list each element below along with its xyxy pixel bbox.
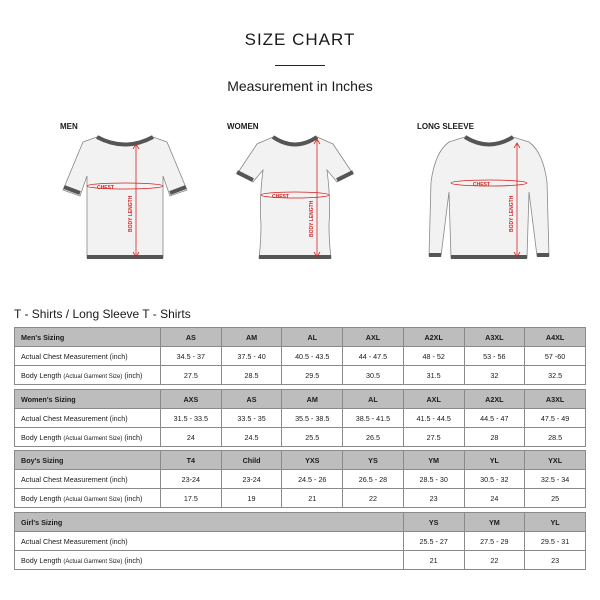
table-cell: 19 xyxy=(221,489,282,508)
table-row xyxy=(15,347,586,366)
row-label: Actual Chest Measurement (inch) xyxy=(15,347,161,366)
size-header: AM xyxy=(282,390,343,409)
table-cell: 47.5 - 49 xyxy=(525,409,586,428)
table-cell: 28.5 xyxy=(221,366,282,385)
table-title: Girl's Sizing xyxy=(15,513,404,532)
men-tshirt-illustration xyxy=(55,132,195,272)
table-row xyxy=(15,366,586,385)
size-header: AS xyxy=(221,390,282,409)
size-header: Child xyxy=(221,451,282,470)
long-sleeve-chest-label: CHEST xyxy=(473,182,490,188)
table-cell: 22 xyxy=(464,551,525,570)
row-label-text: Body Length xyxy=(21,493,62,503)
size-header: YM xyxy=(403,451,464,470)
table-row xyxy=(15,428,586,447)
row-label-note: (Actual Garment Size) xyxy=(63,558,123,565)
size-header: AL xyxy=(343,390,404,409)
table-cell: 27.5 xyxy=(161,366,222,385)
table-cell: 53 - 56 xyxy=(464,347,525,366)
table-cell: 23 xyxy=(525,551,586,570)
size-header: YS xyxy=(403,513,464,532)
table-header-row xyxy=(15,513,586,532)
table-cell: 26.5 - 28 xyxy=(343,470,404,489)
table-cell: 24 xyxy=(464,489,525,508)
table-cell: 21 xyxy=(403,551,464,570)
women-body-length-label: BODY LENGTH xyxy=(309,200,315,237)
table-row xyxy=(15,489,586,508)
table-cell: 32 xyxy=(464,366,525,385)
row-label-text: Body Length xyxy=(21,432,62,442)
table-header-row xyxy=(15,390,586,409)
table-cell: 38.5 - 41.5 xyxy=(343,409,404,428)
table-row xyxy=(15,532,586,551)
row-label-note: (Actual Garment Size) xyxy=(63,373,123,380)
size-header: A2XL xyxy=(403,328,464,347)
long-sleeve-figure xyxy=(415,122,565,272)
long-sleeve-figure-label: LONG SLEEVE xyxy=(417,122,474,131)
table-cell: 34.5 - 37 xyxy=(161,347,222,366)
table-cell: 27.5 - 29 xyxy=(464,532,525,551)
table-cell: 23-24 xyxy=(221,470,282,489)
table-cell: 28 xyxy=(464,428,525,447)
size-header: A2XL xyxy=(464,390,525,409)
table-cell: 25 xyxy=(525,489,586,508)
size-header: AL xyxy=(282,328,343,347)
table-cell: 37.5 - 40 xyxy=(221,347,282,366)
size-header: AS xyxy=(161,328,222,347)
table-cell: 32.5 xyxy=(525,366,586,385)
page-title: SIZE CHART xyxy=(244,30,356,49)
table-cell: 25.5 xyxy=(282,428,343,447)
size-header: YS xyxy=(343,451,404,470)
table-cell: 41.5 - 44.5 xyxy=(403,409,464,428)
size-header: AM xyxy=(221,328,282,347)
table-cell: 25.5 - 27 xyxy=(403,532,464,551)
row-label xyxy=(15,428,161,447)
table-cell: 29.5 - 31 xyxy=(525,532,586,551)
men-chest-label: CHEST xyxy=(97,185,114,191)
table-cell: 21 xyxy=(282,489,343,508)
row-label-unit: (inch) xyxy=(124,432,143,442)
table-title: Women's Sizing xyxy=(15,390,161,409)
men-body-length-label: BODY LENGTH xyxy=(128,195,134,232)
table-title: Men's Sizing xyxy=(15,328,161,347)
row-label-unit: (inch) xyxy=(124,370,143,380)
table-cell: 32.5 - 34 xyxy=(525,470,586,489)
row-label-note: (Actual Garment Size) xyxy=(63,496,123,503)
table-cell: 29.5 xyxy=(282,366,343,385)
row-label-unit: (inch) xyxy=(124,555,143,565)
table-cell: 33.5 - 35 xyxy=(221,409,282,428)
men-sizing-table xyxy=(14,327,586,385)
size-header: YM xyxy=(464,513,525,532)
boys-sizing-table xyxy=(14,450,586,508)
section-title: T - Shirts / Long Sleeve T - Shirts xyxy=(14,307,191,321)
row-label xyxy=(15,489,161,508)
size-header: A3XL xyxy=(525,390,586,409)
table-title: Boy's Sizing xyxy=(15,451,161,470)
women-chest-label: CHEST xyxy=(272,194,289,200)
table-cell: 48 - 52 xyxy=(403,347,464,366)
table-cell: 17.5 xyxy=(161,489,222,508)
table-header-row xyxy=(15,328,586,347)
size-header: AXL xyxy=(343,328,404,347)
row-label-note: (Actual Garment Size) xyxy=(63,435,123,442)
women-tshirt-illustration xyxy=(225,132,365,272)
row-label-text: Body Length xyxy=(21,370,62,380)
table-row xyxy=(15,409,586,428)
table-cell: 35.5 - 38.5 xyxy=(282,409,343,428)
girls-sizing-table xyxy=(14,512,586,570)
table-cell: 31.5 - 33.5 xyxy=(161,409,222,428)
table-cell: 23 xyxy=(403,489,464,508)
long-sleeve-illustration xyxy=(415,132,565,272)
size-header: A3XL xyxy=(464,328,525,347)
table-cell: 26.5 xyxy=(343,428,404,447)
row-label: Actual Chest Measurement (inch) xyxy=(15,409,161,428)
size-header: YXS xyxy=(282,451,343,470)
size-header: YL xyxy=(525,513,586,532)
table-row xyxy=(15,470,586,489)
table-cell: 22 xyxy=(343,489,404,508)
size-header: YL xyxy=(464,451,525,470)
table-cell: 40.5 - 43.5 xyxy=(282,347,343,366)
table-cell: 24 xyxy=(161,428,222,447)
size-header: AXS xyxy=(161,390,222,409)
row-label xyxy=(15,551,404,570)
row-label: Actual Chest Measurement (inch) xyxy=(15,532,404,551)
table-cell: 27.5 xyxy=(403,428,464,447)
page-subtitle: Measurement in Inches xyxy=(227,78,373,94)
size-header: YXL xyxy=(525,451,586,470)
table-cell: 44.5 - 47 xyxy=(464,409,525,428)
women-figure xyxy=(225,122,365,272)
table-row xyxy=(15,551,586,570)
table-cell: 23-24 xyxy=(161,470,222,489)
men-figure-label: MEN xyxy=(60,122,78,131)
women-figure-label: WOMEN xyxy=(227,122,259,131)
table-cell: 24.5 xyxy=(221,428,282,447)
table-cell: 28.5 - 30 xyxy=(403,470,464,489)
table-cell: 30.5 xyxy=(343,366,404,385)
men-figure xyxy=(55,122,195,272)
table-cell: 57 -60 xyxy=(525,347,586,366)
row-label-text: Body Length xyxy=(21,555,62,565)
row-label-unit: (inch) xyxy=(124,493,143,503)
size-header: T4 xyxy=(161,451,222,470)
table-header-row xyxy=(15,451,586,470)
women-sizing-table xyxy=(14,389,586,447)
title-divider xyxy=(275,65,325,66)
table-cell: 24.5 - 26 xyxy=(282,470,343,489)
row-label xyxy=(15,366,161,385)
table-cell: 31.5 xyxy=(403,366,464,385)
long-sleeve-body-length-label: BODY LENGTH xyxy=(509,195,515,232)
size-header: A4XL xyxy=(525,328,586,347)
table-cell: 30.5 - 32 xyxy=(464,470,525,489)
table-cell: 44 - 47.5 xyxy=(343,347,404,366)
row-label: Actual Chest Measurement (inch) xyxy=(15,470,161,489)
size-header: AXL xyxy=(403,390,464,409)
table-cell: 28.5 xyxy=(525,428,586,447)
